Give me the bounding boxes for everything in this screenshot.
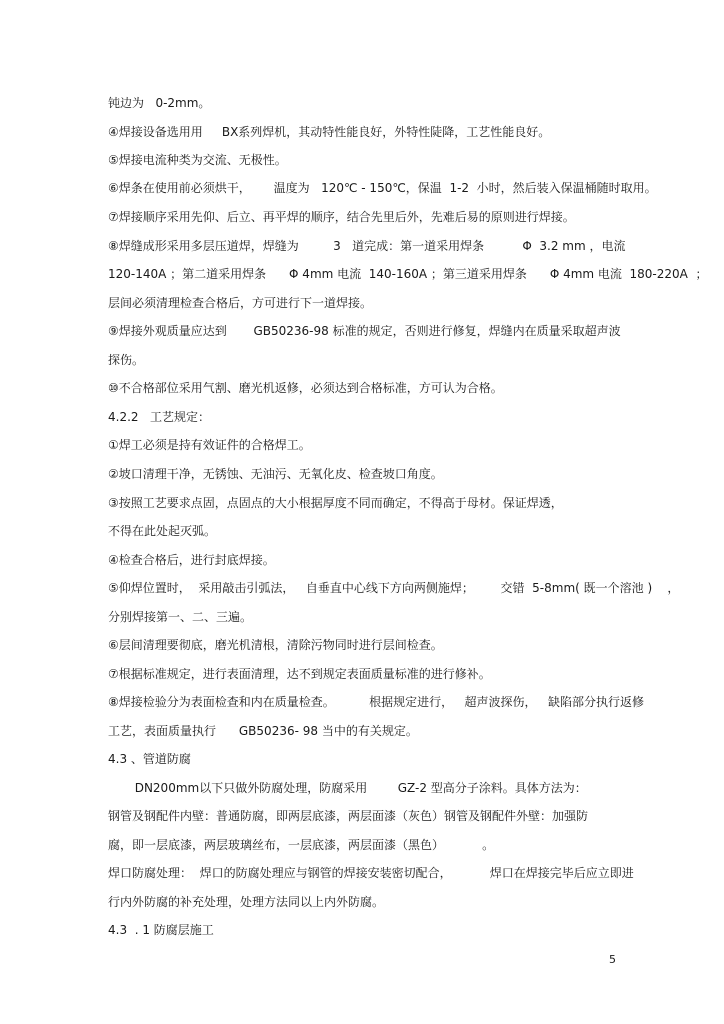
text-line: ①焊工必须是持有效证件的合格焊工。 <box>108 438 311 452</box>
text-line: 工艺，表面质量执行 GB50236- 98 当中的有关规定。 <box>108 724 418 738</box>
text-line: 行内外防腐的补充处理，处理方法同以上内外防腐。 <box>108 895 385 909</box>
text-line: ⑦焊接顺序采用先仰、后立、再平焊的顺序，结合先里后外，先难后易的原则进行焊接。 <box>108 210 575 224</box>
section-heading: 4.3 . 1 防腐层施工 <box>108 923 214 937</box>
text-line: ④焊接设备选用用 BX系列焊机，其动特性能良好，外特性陡降，工艺性能良好。 <box>108 125 551 139</box>
text-line: ⑦根据标准规定，进行表面清理，达不到规定表面质量标准的进行修补。 <box>108 667 491 681</box>
section-heading: 4.3 、管道防腐 <box>108 752 191 766</box>
text-line: ⑤仰焊位置时， 采用敲击引弧法， 自垂直中心线下方向两侧施焊； 交错 5-8mm( 既一个溶池 ) ， <box>108 581 680 595</box>
text-line: 腐，即一层底漆，两层玻璃丝布，一层底漆，两层面漆（黑色） 。 <box>108 838 495 852</box>
text-line: ⑨焊接外观质量应达到 GB50236-98 标准的规定，否则进行修复，焊缝内在质量采取超声波 <box>108 324 621 338</box>
section-heading: 4.2.2 工艺规定： <box>108 410 210 424</box>
text-line: ⑥层间清理要彻底，磨光机清根，清除污物同时进行层间检查。 <box>108 638 443 652</box>
text-line: 钢管及钢配件内壁：普通防腐，即两层底漆，两层面漆（灰色）钢管及钢配件外壁：加强防 <box>108 809 589 823</box>
text-line: ⑥焊条在使用前必须烘干， 温度为 120℃ - 150℃，保温 1-2 小时，然后装入保温桶随时取用。 <box>108 181 657 195</box>
text-line: ⑧焊缝成形采用多层压道焊，焊缝为 3 道完成：第一道采用焊条 Φ 3.2 mm ，电流 <box>108 239 626 253</box>
text-line: 焊口防腐处理： 焊口的防腐处理应与钢管的焊接安装密切配合， 焊口在焊接完毕后应立即进 <box>108 866 634 880</box>
text-line: ④检查合格后，进行封底焊接。 <box>108 553 275 567</box>
text-line: 分别焊接第一、二、三遍。 <box>108 610 253 624</box>
page-number: 5 <box>609 953 616 966</box>
text-line: ⑧焊接检验分为表面检查和内在质量检查。 根据规定进行， 超声波探伤， 缺陷部分执行返修 <box>108 695 644 709</box>
text-line: 层间必须清理检查合格后，方可进行下一道焊接。 <box>108 296 373 310</box>
text-line: ②坡口清理干净，无锈蚀、无油污、无氧化皮、检查坡口角度。 <box>108 467 443 481</box>
text-line: ③按照工艺要求点固，点固点的大小根据厚度不同而确定，不得高于母材。保证焊透， <box>108 496 563 510</box>
text-line: 钝边为 0-2mm。 <box>108 96 211 110</box>
text-line: 120-140A ；第二道采用焊条 Φ 4mm 电流 140-160A ；第三道采用焊条 Φ 4mm 电流 180-220A ； <box>108 267 708 281</box>
text-line: ⑩不合格部位采用气割、磨光机返修，必须达到合格标准，方可认为合格。 <box>108 381 503 395</box>
text-line: DN200mm以下只做外防腐处理，防腐采用 GZ-2 型高分子涂料。具体方法为： <box>108 781 587 795</box>
text-line: 不得在此处起灭弧。 <box>108 524 217 538</box>
text-line: ⑤焊接电流种类为交流、无极性。 <box>108 153 287 167</box>
text-line: 探伤。 <box>108 353 145 367</box>
